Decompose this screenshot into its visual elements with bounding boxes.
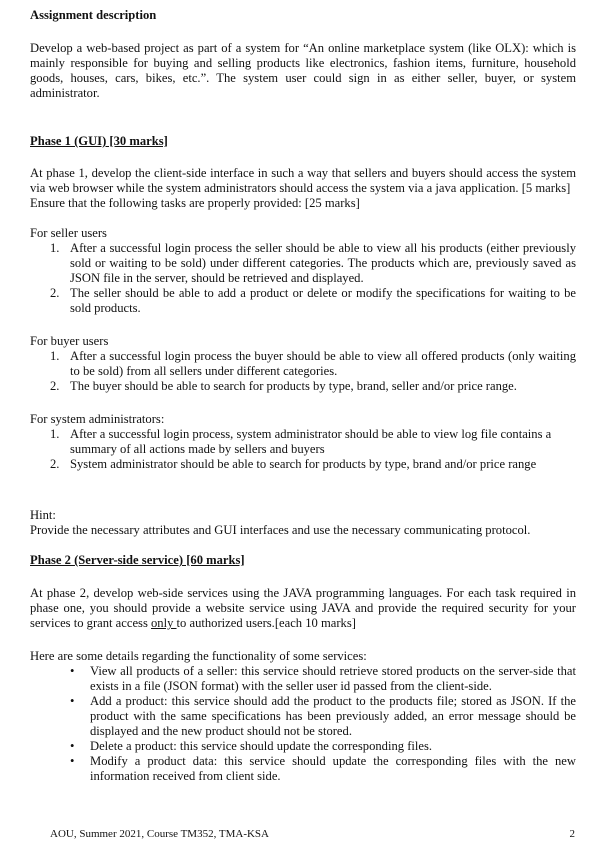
bullet-icon: • bbox=[70, 694, 75, 708]
only-underlined: only bbox=[151, 616, 177, 630]
hint-label: Hint: bbox=[30, 508, 56, 522]
phase2-intro: At phase 2, develop web-side services using the JAVA programming languages. For each task required in phase one, you should provide a website service using JAVA and provide the required security for your services to grant access only to authorized users.[each 10 marks] bbox=[30, 586, 576, 630]
page-footer bbox=[50, 827, 575, 842]
list-item: 1. After a successful login process, system administrator should be able to view log file contains a summary of all actions made by sellers and buyers bbox=[50, 427, 552, 456]
seller-label: For seller users bbox=[30, 226, 107, 240]
page-number: 2 bbox=[569, 828, 575, 840]
phase1-heading: Phase 1 (GUI) [30 marks] bbox=[30, 134, 168, 148]
list-item: 2. The buyer should be able to search for products by type, brand, seller and/or price range. bbox=[50, 379, 517, 393]
assignment-body: Develop a web-based project as part of a system for “An online marketplace system (like OLX): which is mainly responsible for buying and selling products like electronics, fashion items, furniture, household goods, houses, cars, bikes, etc.”. The system user could sign in as either seller, buyer, or system administrator. bbox=[30, 41, 576, 100]
footer-course: AOU, Summer 2021, Course TM352, TMA-KSA bbox=[50, 828, 269, 840]
services-list bbox=[30, 664, 576, 784]
list-item: • Modify a product data: this service should update the corresponding files with the new information received from client side. bbox=[70, 754, 576, 783]
document-page bbox=[30, 8, 576, 784]
list-item: 1. After a successful login process the buyer should be able to view all offered products (only waiting to be sold) from all sellers under different categories. bbox=[50, 349, 576, 378]
list-item: • Delete a product: this service should update the corresponding files. bbox=[70, 739, 433, 753]
phase1-intro: At phase 1, develop the client-side interface in such a way that sellers and buyers should access the system via web browser while the system administrators should access the system via a java application. [5 marks] bbox=[30, 166, 576, 195]
phase1-ensure: Ensure that the following tasks are properly provided: [25 marks] bbox=[30, 196, 360, 210]
phase2-heading: Phase 2 (Server-side service) [60 marks] bbox=[30, 553, 245, 567]
bullet-icon: • bbox=[70, 739, 75, 753]
list-item: • Add a product: this service should add the product to the products file; stored as JSON. If the product with the same specifications has been previously added, an error message should be displayed and the new product should not be stored. bbox=[70, 694, 576, 738]
buyer-label: For buyer users bbox=[30, 334, 109, 348]
list-item: 1. After a successful login process the seller should be able to view all his products (either previously sold or waiting to be sold) under different categories. The products which are, previously saved as JSON file in the server, should be retrieved and displayed. bbox=[50, 241, 576, 285]
admin-label: For system administrators: bbox=[30, 412, 165, 426]
assignment-heading: Assignment description bbox=[30, 8, 157, 22]
details-label: Here are some details regarding the functionality of some services: bbox=[30, 649, 367, 663]
bullet-icon: • bbox=[70, 754, 75, 768]
seller-list bbox=[30, 241, 576, 316]
buyer-list bbox=[30, 349, 576, 394]
list-item: 2. System administrator should be able to search for products by type, brand and/or price range bbox=[50, 457, 537, 471]
list-item: 2. The seller should be able to add a product or delete or modify the specifications for waiting to be sold products. bbox=[50, 286, 576, 315]
list-item: • View all products of a seller: this service should retrieve stored products on the server-side that exists in a file (JSON format) with the seller user id passed from the client-side. bbox=[70, 664, 576, 693]
hint-text: Provide the necessary attributes and GUI interfaces and use the necessary communicating protocol. bbox=[30, 523, 531, 537]
bullet-icon: • bbox=[70, 664, 75, 678]
admin-list bbox=[30, 427, 576, 472]
